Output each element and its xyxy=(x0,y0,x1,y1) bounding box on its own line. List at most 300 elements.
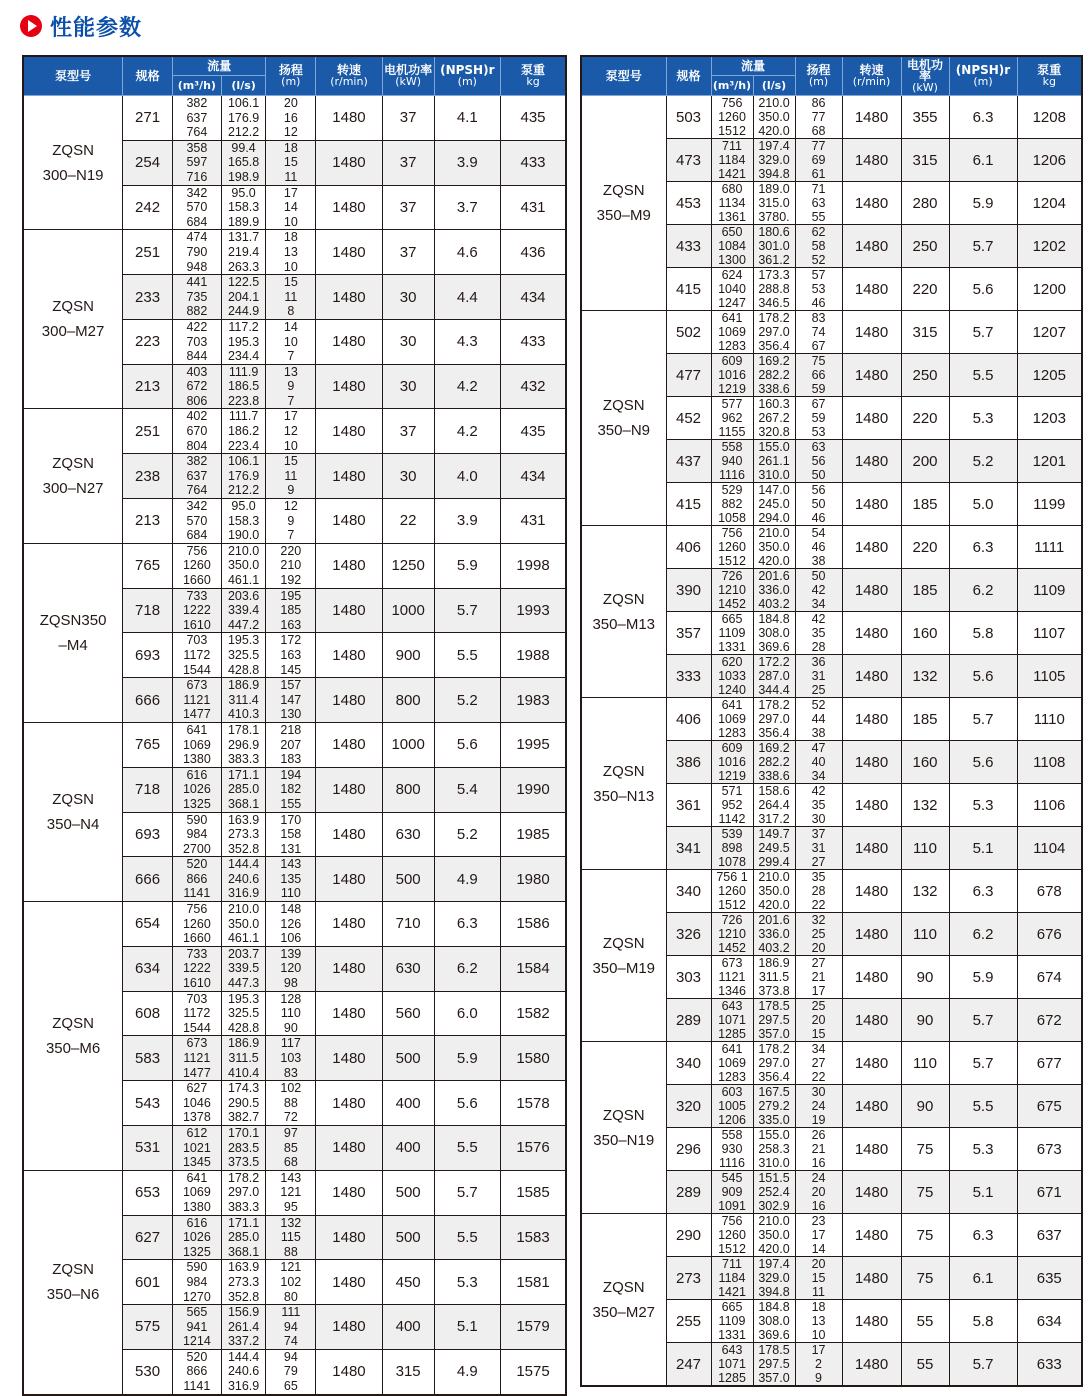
pump-model xyxy=(23,409,123,543)
flow-ls-cell-value: 394.8 xyxy=(758,167,790,181)
flow-m3h-cell-value: 1240 xyxy=(718,683,746,697)
spec-cell: 601 xyxy=(123,1260,173,1305)
npsh-cell: 5.1 xyxy=(949,1171,1017,1214)
speed-cell: 1480 xyxy=(316,1215,382,1260)
flow-m3h-cell-value: 1421 xyxy=(718,1285,746,1299)
head-cell-value: 13 xyxy=(811,1314,826,1328)
head-cell xyxy=(795,96,842,139)
head-cell-value: 11 xyxy=(812,1285,825,1299)
head-cell-value: 46 xyxy=(811,511,826,525)
spec-cell: 296 xyxy=(666,1128,711,1171)
weight-cell: 676 xyxy=(1017,913,1082,956)
flow-m3h-cell-value: 616 xyxy=(186,767,208,782)
flow-m3h-cell-value: 590 xyxy=(186,1260,208,1275)
flow-m3h-cell xyxy=(711,397,753,440)
head-cell-value: 210 xyxy=(280,558,302,573)
flow-m3h-cell xyxy=(711,827,753,870)
flow-m3h-cell-value: 1219 xyxy=(718,769,746,783)
flow-m3h-cell-value: 1016 xyxy=(718,368,746,382)
flow-m3h-cell-value: 673 xyxy=(186,678,208,693)
speed-cell: 1480 xyxy=(316,1036,382,1081)
head-cell-value: 12 xyxy=(283,424,298,439)
spec-cell: 320 xyxy=(666,1085,711,1128)
flow-ls-cell-value: 95.0 xyxy=(231,185,256,200)
flow-m3h-cell-value: 1021 xyxy=(182,1140,211,1155)
power-cell: 22 xyxy=(382,499,434,544)
flow-m3h-cell-value: 1345 xyxy=(182,1155,211,1170)
power-cell: 160 xyxy=(901,741,949,784)
flow-m3h-cell xyxy=(711,655,753,698)
power-cell: 185 xyxy=(901,698,949,741)
npsh-cell: 5.7 xyxy=(949,311,1017,354)
header-head-label: 扬程 xyxy=(806,63,831,77)
weight-cell: 674 xyxy=(1017,956,1082,999)
weight-cell: 634 xyxy=(1017,1300,1082,1343)
head-cell-value: 132 xyxy=(280,1215,302,1230)
power-cell: 55 xyxy=(901,1343,949,1387)
header-speed-label: 转速 xyxy=(859,63,884,77)
flow-m3h-cell-value: 1121 xyxy=(183,692,211,707)
speed-cell: 1480 xyxy=(842,526,901,569)
head-cell-value: 86 xyxy=(811,96,826,110)
weight-cell: 1104 xyxy=(1017,827,1082,870)
spec-cell: 653 xyxy=(123,1170,173,1215)
head-cell-value: 218 xyxy=(280,722,302,737)
power-cell: 90 xyxy=(901,956,949,999)
flow-ls-cell-value: 383.3 xyxy=(227,1199,260,1214)
head-cell xyxy=(795,1085,842,1128)
head-cell-value: 126 xyxy=(280,916,302,931)
flow-ls-cell xyxy=(221,812,266,857)
flow-ls-cell-value: 258.3 xyxy=(758,1142,790,1156)
head-cell xyxy=(795,225,842,268)
power-cell: 355 xyxy=(901,96,949,139)
speed-cell: 1480 xyxy=(842,784,901,827)
head-cell-value: 56 xyxy=(811,483,826,497)
weight-cell: 1579 xyxy=(501,1305,566,1350)
head-cell-value: 31 xyxy=(811,669,826,683)
flow-m3h-cell xyxy=(711,784,753,827)
npsh-cell: 5.8 xyxy=(949,612,1017,655)
speed-cell: 1480 xyxy=(316,364,382,409)
spec-cell: 503 xyxy=(666,96,711,139)
speed-cell: 1480 xyxy=(842,827,901,870)
pump-model xyxy=(23,902,123,1171)
flow-ls-cell-value: 310.0 xyxy=(758,1156,790,1170)
flow-m3h-cell xyxy=(172,454,221,499)
flow-ls-cell-value: 144.4 xyxy=(227,1349,260,1364)
npsh-cell: 4.2 xyxy=(434,409,500,454)
flow-m3h-cell xyxy=(172,185,221,230)
head-cell-value: 121 xyxy=(280,1260,302,1275)
head-cell xyxy=(795,268,842,311)
flow-m3h-cell xyxy=(172,1125,221,1170)
flow-m3h-cell-value: 1421 xyxy=(718,167,746,181)
table-row xyxy=(581,698,1082,741)
flow-m3h-cell-value: 1260 xyxy=(182,916,211,931)
flow-ls-cell-value: 320.8 xyxy=(758,425,790,439)
npsh-cell: 5.1 xyxy=(434,1305,500,1350)
head-cell-value: 17 xyxy=(283,409,298,424)
flow-m3h-cell-value: 733 xyxy=(186,588,208,603)
head-cell xyxy=(266,991,316,1036)
head-cell-value: 83 xyxy=(811,311,826,325)
pump-model-line: ZQSN xyxy=(602,1278,645,1296)
pump-model-line: 350–N19 xyxy=(593,1131,655,1149)
flow-ls-cell-value: 287.0 xyxy=(758,669,790,683)
head-cell xyxy=(266,275,316,320)
head-cell-value: 77 xyxy=(811,139,826,153)
head-cell-value: 13 xyxy=(283,244,298,259)
head-cell-value: 35 xyxy=(811,870,826,884)
speed-cell: 1480 xyxy=(316,230,382,275)
head-cell-value: 15 xyxy=(283,275,298,290)
npsh-cell: 5.7 xyxy=(949,225,1017,268)
flow-ls-cell-value: 201.6 xyxy=(758,913,790,927)
spec-cell: 765 xyxy=(123,722,173,767)
flow-m3h-cell-value: 684 xyxy=(186,214,208,229)
head-cell xyxy=(795,655,842,698)
head-cell-value: 27 xyxy=(811,855,826,869)
weight-cell: 1580 xyxy=(501,1036,566,1081)
npsh-cell: 4.2 xyxy=(434,364,500,409)
head-cell-value: 10 xyxy=(811,1328,826,1342)
spec-cell: 406 xyxy=(666,526,711,569)
flow-m3h-cell xyxy=(172,230,221,275)
weight-cell: 1200 xyxy=(1017,268,1082,311)
flow-m3h-cell-value: 1026 xyxy=(182,782,211,797)
pump-model-line: ZQSN xyxy=(602,590,645,608)
flow-ls-cell xyxy=(221,1125,266,1170)
header-speed-unit: (r/min) xyxy=(330,75,368,88)
flow-ls-cell-value: 297.0 xyxy=(758,325,790,339)
power-cell: 250 xyxy=(901,225,949,268)
head-cell-value: 85 xyxy=(283,1140,298,1155)
flow-m3h-cell-value: 1142 xyxy=(718,812,746,826)
weight-cell: 633 xyxy=(1017,1343,1082,1387)
head-cell-value: 94 xyxy=(283,1349,298,1364)
flow-ls-cell-value: 283.5 xyxy=(227,1140,260,1155)
spec-cell: 627 xyxy=(123,1215,173,1260)
header-head xyxy=(266,56,316,96)
flow-m3h-cell-value: 1141 xyxy=(183,1379,211,1394)
flow-ls-cell-value: 169.2 xyxy=(758,354,790,368)
flow-m3h-cell xyxy=(711,1128,753,1171)
npsh-cell: 6.3 xyxy=(434,902,500,947)
pump-model-line: 300–N19 xyxy=(42,166,104,184)
flow-ls-cell xyxy=(753,569,795,612)
flow-m3h-cell-value: 1452 xyxy=(718,597,746,611)
spec-cell: 406 xyxy=(666,698,711,741)
flow-m3h-cell xyxy=(711,225,753,268)
pump-model-line: 350–N6 xyxy=(46,1286,100,1304)
flow-ls-cell-value: 282.2 xyxy=(758,755,790,769)
head-cell xyxy=(795,956,842,999)
speed-cell: 1480 xyxy=(842,1257,901,1300)
head-cell-value: 110 xyxy=(280,1006,301,1021)
head-cell-value: 22 xyxy=(811,1070,826,1084)
flow-m3h-cell xyxy=(172,275,221,320)
table-row xyxy=(23,902,566,947)
flow-m3h-cell-value: 930 xyxy=(721,1142,743,1156)
table-row xyxy=(581,1042,1082,1085)
flow-m3h-cell-value: 866 xyxy=(186,1364,208,1379)
flow-m3h-cell-value: 941 xyxy=(186,1319,208,1334)
flow-m3h-cell xyxy=(172,857,221,902)
flow-ls-cell xyxy=(221,185,266,230)
flow-m3h-cell-value: 1069 xyxy=(718,1056,746,1070)
flow-m3h-cell xyxy=(172,678,221,723)
flow-ls-cell-value: 201.6 xyxy=(758,569,790,583)
head-cell xyxy=(795,870,842,913)
flow-ls-cell xyxy=(221,96,266,141)
flow-ls-cell-value: 249.5 xyxy=(758,841,790,855)
pump-model-line: ZQSN xyxy=(52,1261,94,1279)
flow-ls-cell-value: 178.2 xyxy=(758,698,790,712)
head-cell-value: 135 xyxy=(280,871,302,886)
flow-m3h-cell xyxy=(711,1257,753,1300)
head-cell-value: 11 xyxy=(284,169,298,184)
flow-m3h-cell-value: 637 xyxy=(186,110,208,125)
head-cell xyxy=(795,397,842,440)
head-cell-value: 110 xyxy=(280,886,301,901)
pump-model-line: ZQSN xyxy=(602,934,645,952)
speed-cell: 1480 xyxy=(842,569,901,612)
flow-ls-cell-value: 311.5 xyxy=(228,1051,259,1065)
npsh-cell: 5.0 xyxy=(949,483,1017,526)
speed-cell: 1480 xyxy=(316,1081,382,1126)
weight-cell: 672 xyxy=(1017,999,1082,1042)
flow-m3h-cell-value: 342 xyxy=(186,499,208,514)
flow-m3h-cell xyxy=(172,409,221,454)
weight-cell: 1202 xyxy=(1017,225,1082,268)
flow-m3h-cell-value: 650 xyxy=(721,225,743,239)
flow-m3h-cell-value: 641 xyxy=(186,1170,208,1185)
flow-m3h-cell-value: 1206 xyxy=(718,1113,746,1127)
head-cell-value: 145 xyxy=(280,662,302,677)
flow-m3h-cell-value: 962 xyxy=(721,411,743,425)
flow-m3h-cell-value: 1610 xyxy=(182,617,211,632)
power-cell: 37 xyxy=(382,185,434,230)
head-cell-value: 63 xyxy=(811,196,826,210)
flow-m3h-cell xyxy=(172,1170,221,1215)
head-cell-value: 71 xyxy=(811,182,826,196)
head-cell xyxy=(795,999,842,1042)
play-circle-icon xyxy=(20,15,42,37)
head-cell-value: 9 xyxy=(287,513,295,528)
head-cell xyxy=(795,913,842,956)
flow-m3h-cell-value: 1069 xyxy=(718,325,746,339)
flow-ls-cell-value: 212.2 xyxy=(227,125,260,140)
power-cell: 90 xyxy=(901,999,949,1042)
flow-ls-cell xyxy=(221,767,266,812)
flow-ls-cell-value: 160.3 xyxy=(758,397,790,411)
head-cell-value: 98 xyxy=(283,976,298,991)
weight-cell: 1990 xyxy=(501,767,566,812)
head-cell-value: 36 xyxy=(811,655,826,669)
spec-cell: 693 xyxy=(123,633,173,678)
speed-cell: 1480 xyxy=(842,397,901,440)
npsh-cell: 5.6 xyxy=(434,722,500,767)
flow-ls-cell-value: 174.3 xyxy=(227,1081,260,1096)
npsh-cell: 4.9 xyxy=(434,857,500,902)
flow-ls-cell-value: 261.4 xyxy=(227,1319,260,1334)
npsh-cell: 5.2 xyxy=(434,678,500,723)
spec-cell: 333 xyxy=(666,655,711,698)
flow-m3h-cell-value: 1283 xyxy=(718,339,746,353)
head-cell-value: 20 xyxy=(283,96,298,110)
header-weight-unit: kg xyxy=(526,75,540,88)
flow-ls-cell-value: 178.5 xyxy=(758,999,790,1013)
flow-ls-cell-value: 346.5 xyxy=(758,296,790,310)
pump-model-line: 350–N13 xyxy=(593,787,655,805)
spec-cell: 233 xyxy=(123,275,173,320)
weight-cell: 673 xyxy=(1017,1128,1082,1171)
flow-m3h-cell-value: 620 xyxy=(721,655,743,669)
flow-ls-cell-value: 244.9 xyxy=(227,304,260,319)
flow-ls-cell xyxy=(753,655,795,698)
head-cell xyxy=(266,588,316,633)
pump-model-line: 350–M27 xyxy=(592,1303,656,1321)
spec-cell: 271 xyxy=(123,96,173,141)
speed-cell: 1480 xyxy=(316,319,382,364)
head-cell-value: 35 xyxy=(811,798,826,812)
flow-ls-cell-value: 151.5 xyxy=(758,1171,790,1185)
header-head xyxy=(795,56,842,96)
flow-ls-cell-value: 310.0 xyxy=(758,468,790,482)
flow-ls-cell-value: 447.2 xyxy=(227,617,260,632)
head-cell-value: 10 xyxy=(283,259,298,274)
head-cell-value: 182 xyxy=(280,782,302,797)
head-cell-value: 7 xyxy=(287,349,295,364)
npsh-cell: 5.3 xyxy=(434,1260,500,1305)
weight-cell: 1980 xyxy=(501,857,566,902)
header-flow-ls-label: (l/s) xyxy=(761,79,787,92)
flow-ls-cell-value: 171.1 xyxy=(227,1215,260,1230)
flow-m3h-cell-value: 756 xyxy=(186,543,208,558)
spec-cell: 242 xyxy=(123,185,173,230)
header-weight xyxy=(501,56,566,96)
power-cell: 75 xyxy=(901,1171,949,1214)
weight-cell: 1586 xyxy=(501,902,566,947)
pump-model-line: 350–M13 xyxy=(592,615,656,633)
npsh-cell: 5.6 xyxy=(949,741,1017,784)
speed-cell: 1480 xyxy=(842,956,901,999)
flow-ls-cell xyxy=(753,311,795,354)
flow-ls-cell xyxy=(221,543,266,588)
flow-ls-cell xyxy=(753,225,795,268)
flow-ls-cell xyxy=(221,454,266,499)
power-cell: 55 xyxy=(901,1300,949,1343)
flow-ls-cell xyxy=(753,698,795,741)
npsh-cell: 5.9 xyxy=(434,1036,500,1081)
flow-m3h-cell-value: 1071 xyxy=(718,1357,746,1371)
flow-m3h-cell-value: 1285 xyxy=(718,1371,746,1385)
npsh-cell: 5.5 xyxy=(434,633,500,678)
power-cell: 30 xyxy=(382,364,434,409)
flow-m3h-cell-value: 1660 xyxy=(182,573,211,587)
flow-ls-cell-value: 350.0 xyxy=(227,916,260,931)
head-cell-value: 158 xyxy=(280,827,302,842)
head-cell-value: 77 xyxy=(811,110,826,124)
flow-m3h-cell xyxy=(711,1300,753,1343)
head-cell xyxy=(795,569,842,612)
flow-ls-cell-value: 339.5 xyxy=(227,961,260,976)
flow-m3h-cell-value: 1121 xyxy=(718,970,746,984)
weight-cell: 1203 xyxy=(1017,397,1082,440)
flow-m3h-cell-value: 1260 xyxy=(718,540,746,554)
weight-cell: 1575 xyxy=(501,1349,566,1394)
head-cell-value: 17 xyxy=(811,1343,826,1357)
header-flow-label: 流量 xyxy=(207,58,232,73)
flow-m3h-cell-value: 756 1 xyxy=(716,870,748,884)
head-cell-value: 2 xyxy=(815,1357,822,1371)
flow-m3h-cell xyxy=(711,483,753,526)
flow-m3h-cell-value: 1331 xyxy=(718,640,746,654)
power-cell: 315 xyxy=(901,311,949,354)
flow-ls-cell xyxy=(753,96,795,139)
header-flow xyxy=(711,56,795,76)
header-model xyxy=(581,56,666,96)
speed-cell: 1480 xyxy=(842,96,901,139)
flow-ls-cell xyxy=(753,827,795,870)
weight-cell: 432 xyxy=(501,364,566,409)
flow-m3h-cell-value: 402 xyxy=(186,409,208,424)
flow-ls-cell-value: 184.8 xyxy=(758,612,790,626)
head-cell-value: 74 xyxy=(283,1334,298,1349)
flow-ls-cell-value: 195.3 xyxy=(227,991,260,1006)
speed-cell: 1480 xyxy=(842,913,901,956)
flow-ls-cell-value: 212.2 xyxy=(227,483,260,498)
flow-ls-cell-value: 95.0 xyxy=(231,499,256,514)
spec-cell: 247 xyxy=(666,1343,711,1387)
npsh-cell: 5.5 xyxy=(434,1215,500,1260)
flow-ls-cell-value: 317.2 xyxy=(758,812,790,826)
npsh-cell: 3.7 xyxy=(434,185,500,230)
head-cell xyxy=(266,364,316,409)
flow-m3h-cell-value: 624 xyxy=(721,268,743,282)
power-cell: 220 xyxy=(901,268,949,311)
flow-ls-cell-value: 111.7 xyxy=(228,409,259,424)
head-cell-value: 163 xyxy=(280,617,302,632)
flow-m3h-cell-value: 882 xyxy=(186,304,208,319)
npsh-cell: 4.1 xyxy=(434,96,500,141)
weight-cell: 1108 xyxy=(1017,741,1082,784)
flow-ls-cell xyxy=(221,991,266,1036)
flow-m3h-cell-value: 1069 xyxy=(182,1185,211,1200)
npsh-cell: 5.2 xyxy=(949,440,1017,483)
flow-ls-cell-value: 170.1 xyxy=(227,1125,260,1140)
flow-ls-cell-value: 356.4 xyxy=(758,1070,790,1084)
flow-ls-cell xyxy=(221,275,266,320)
spec-cell: 326 xyxy=(666,913,711,956)
speed-cell: 1480 xyxy=(842,612,901,655)
flow-ls-cell xyxy=(753,440,795,483)
npsh-cell: 6.2 xyxy=(949,913,1017,956)
speed-cell: 1480 xyxy=(842,999,901,1042)
flow-ls-cell-value: 296.9 xyxy=(227,737,260,752)
power-cell: 132 xyxy=(901,784,949,827)
speed-cell: 1480 xyxy=(842,354,901,397)
npsh-cell: 5.6 xyxy=(949,268,1017,311)
head-cell-value: 194 xyxy=(280,767,302,782)
speed-cell: 1480 xyxy=(842,698,901,741)
head-cell-value: 34 xyxy=(811,769,826,783)
flow-m3h-cell-value: 565 xyxy=(186,1305,208,1320)
spec-cell: 543 xyxy=(123,1081,173,1126)
head-cell-value: 65 xyxy=(283,1379,298,1394)
flow-m3h-cell-value: 641 xyxy=(721,1042,743,1056)
